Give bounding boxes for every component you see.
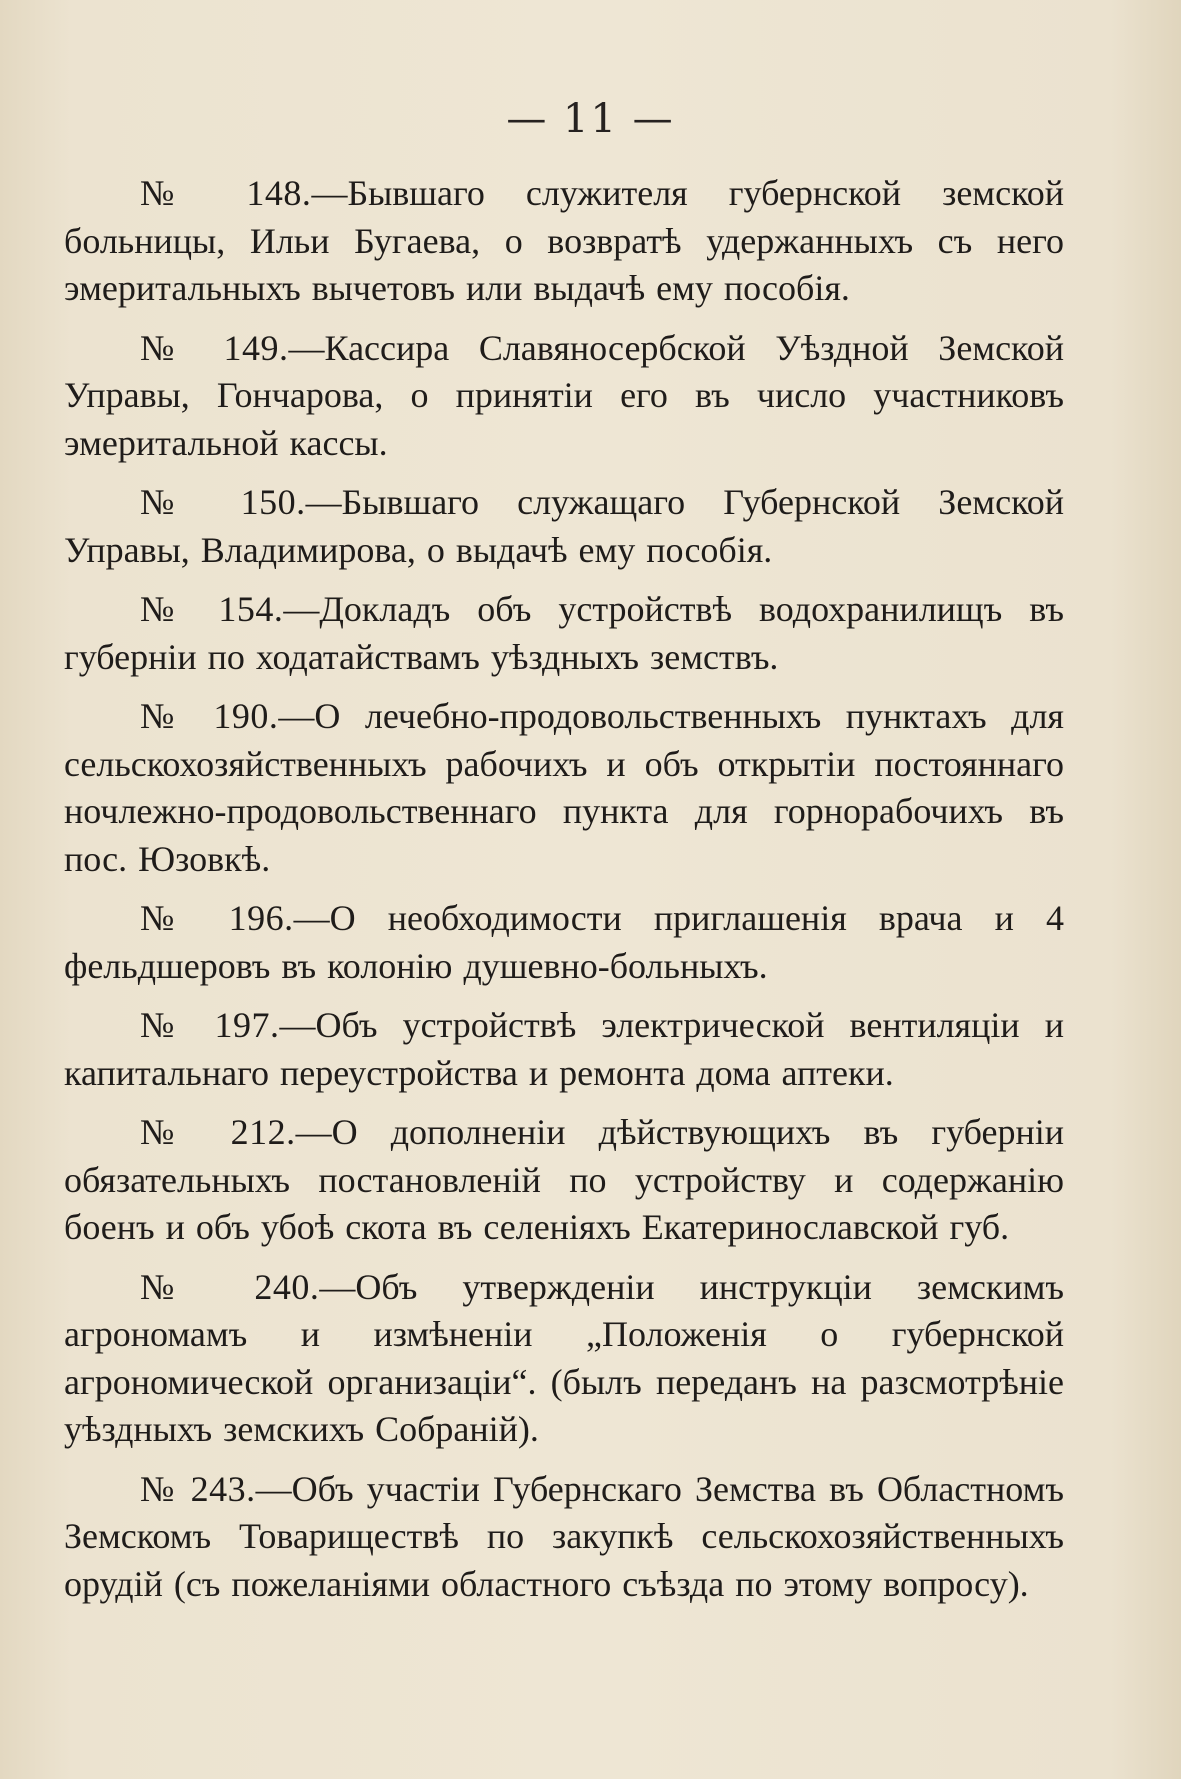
entries-list (64, 170, 1064, 1620)
entry-243 (64, 1466, 1064, 1609)
entry-text: —Объ утвержденіи инструкціи земскимъ агрономамъ и измѣненіи „Положенія о губернской агрономической организаціи“. (былъ переданъ на разсмотрѣніе уѣздныхъ земскихъ Собраній). (64, 1266, 1064, 1449)
entry-148 (64, 170, 1064, 313)
entry-number: № 243. (140, 1468, 256, 1509)
entry-number: № 149. (140, 327, 289, 368)
entry-text: —Бывшаго служителя губернской земской больницы, Ильи Бугаева, о возвратѣ удержанныхъ съ него эмеритальныхъ вычетовъ или выдачѣ ему пособія. (64, 173, 1064, 308)
entry-154 (64, 586, 1064, 681)
entry-196 (64, 895, 1064, 990)
entry-number: № 154. (140, 589, 284, 629)
entry-240 (64, 1264, 1064, 1454)
entry-number: № 212. (140, 1112, 296, 1152)
entry-197 (64, 1002, 1064, 1097)
entry-212 (64, 1109, 1064, 1252)
entry-text: —Объ устройствѣ электрической вентиляціи и капитальнаго переустройства и ремонта дома аптеки. (64, 1005, 1064, 1093)
entry-number: № 190. (140, 696, 279, 736)
entry-text: —О необходимости приглашенія врача и 4 фельдшеровъ въ колонію душевно-больныхъ. (64, 898, 1064, 986)
entry-text: —О дополненіи дѣйствующихъ въ губерніи обязательныхъ постановленій по устройству и содержанію боенъ и объ убоѣ скота въ селеніяхъ Екатеринославской губ. (64, 1112, 1064, 1247)
entry-number: № 196. (140, 898, 294, 938)
entry-190 (64, 693, 1064, 883)
entry-number: № 148. (140, 173, 312, 213)
entry-text: —Докладъ объ устройствѣ водохранилищъ въ губерніи по ходатайствамъ уѣздныхъ земствъ. (64, 589, 1064, 677)
entry-number: № 240. (140, 1266, 320, 1307)
entry-text: —О лечебно-продовольственныхъ пунктахъ для сельскохозяйственныхъ рабочихъ и объ открытіи постояннаго ночлежно-продовольственнаго пункта для горнорабочихъ въ пос. Юзовкѣ. (64, 696, 1064, 879)
entry-text: —Кассира Славяносербской Уѣздной Земской Управы, Гончарова, о принятіи его въ число участниковъ эмеритальной кассы. (64, 327, 1064, 463)
entry-150 (64, 479, 1064, 574)
entry-text: —Бывшаго служащаго Губернской Земской Управы, Владимирова, о выдачѣ ему пособія. (64, 482, 1064, 570)
entry-149 (64, 325, 1064, 468)
entry-number: № 150. (140, 482, 306, 522)
entry-text: —Объ участіи Губернскаго Земства въ Областномъ Земскомъ Товариществѣ по закупкѣ сельскохозяйственныхъ орудій (съ пожеланіями областного съѣзда по этому вопросу). (64, 1468, 1064, 1604)
page-number: — 11 — (506, 96, 675, 142)
entry-number: № 197. (140, 1005, 280, 1045)
